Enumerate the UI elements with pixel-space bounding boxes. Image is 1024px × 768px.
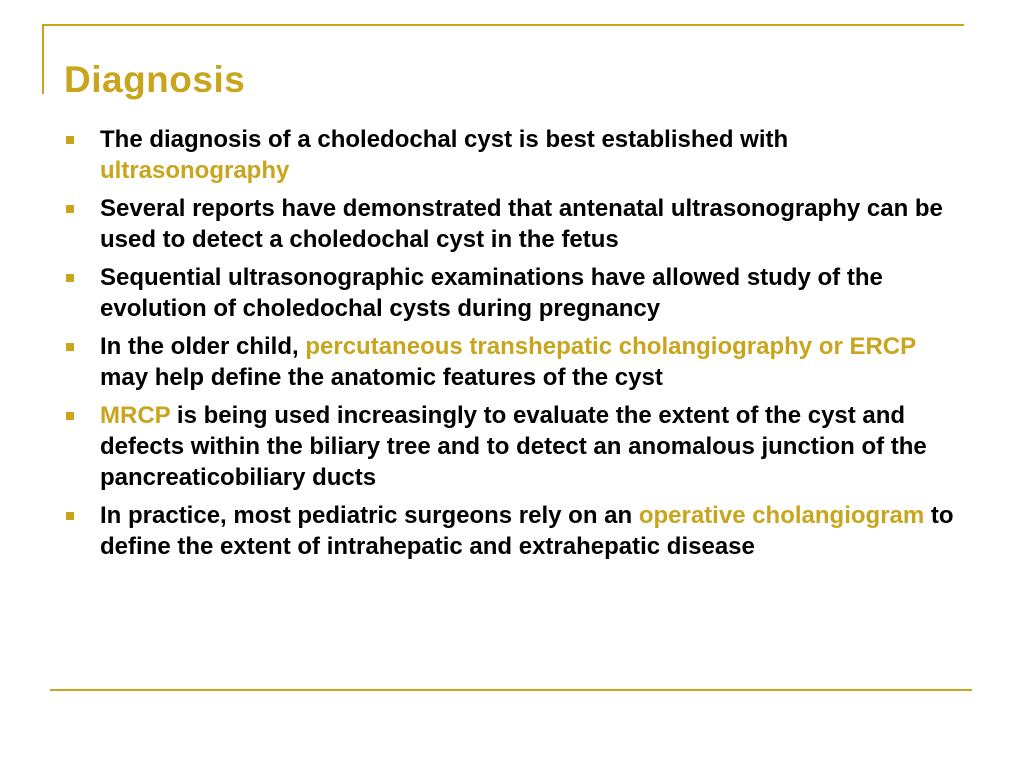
square-bullet-icon [66, 343, 74, 351]
bullet-item-6 [62, 500, 962, 562]
bullet-item-1 [62, 124, 962, 186]
bullet-highlight: ultrasonography [100, 157, 290, 184]
bullet-text: The diagnosis of a choledochal cyst is best established with [100, 126, 789, 153]
bullet-text-tail: may help define the anatomic features of the cyst [100, 364, 663, 391]
frame-bottom-line [50, 689, 972, 691]
bullet-item-2 [62, 193, 962, 255]
square-bullet-icon [66, 205, 74, 213]
square-bullet-icon [66, 136, 74, 144]
slide-title: Diagnosis [64, 59, 246, 100]
bullet-text: In the older child, [100, 333, 306, 360]
bullet-list [62, 124, 962, 569]
bullet-text-tail: is being used increasingly to evaluate the extent of the cyst and defects within the biliary tree and to detect an anomalous junction of the pancreaticobiliary ducts [100, 402, 927, 491]
frame-top-line [42, 24, 964, 26]
square-bullet-icon [66, 274, 74, 282]
frame-left-line [42, 24, 44, 94]
square-bullet-icon [66, 412, 74, 420]
bullet-item-5 [62, 400, 962, 493]
square-bullet-icon [66, 512, 74, 520]
bullet-highlight: operative cholangiogram [638, 502, 925, 529]
bullet-item-3 [62, 262, 962, 324]
bullet-text: Sequential ultrasonographic examinations have allowed study of the evolution of choledochal cysts during pregnancy [100, 264, 883, 322]
bullet-highlight: MRCP [100, 402, 171, 429]
bullet-text: In practice, most pediatric surgeons rely on an [100, 502, 639, 529]
bullet-highlight: percutaneous transhepatic cholangiography or ERCP [305, 333, 916, 360]
bullet-text-tail: to define the extent of intrahepatic and extrahepatic disease [100, 502, 954, 560]
bullet-text: Several reports have demonstrated that antenatal ultrasonography can be used to detect a choledochal cyst in the fetus [100, 195, 943, 253]
bullet-item-4 [62, 331, 962, 393]
